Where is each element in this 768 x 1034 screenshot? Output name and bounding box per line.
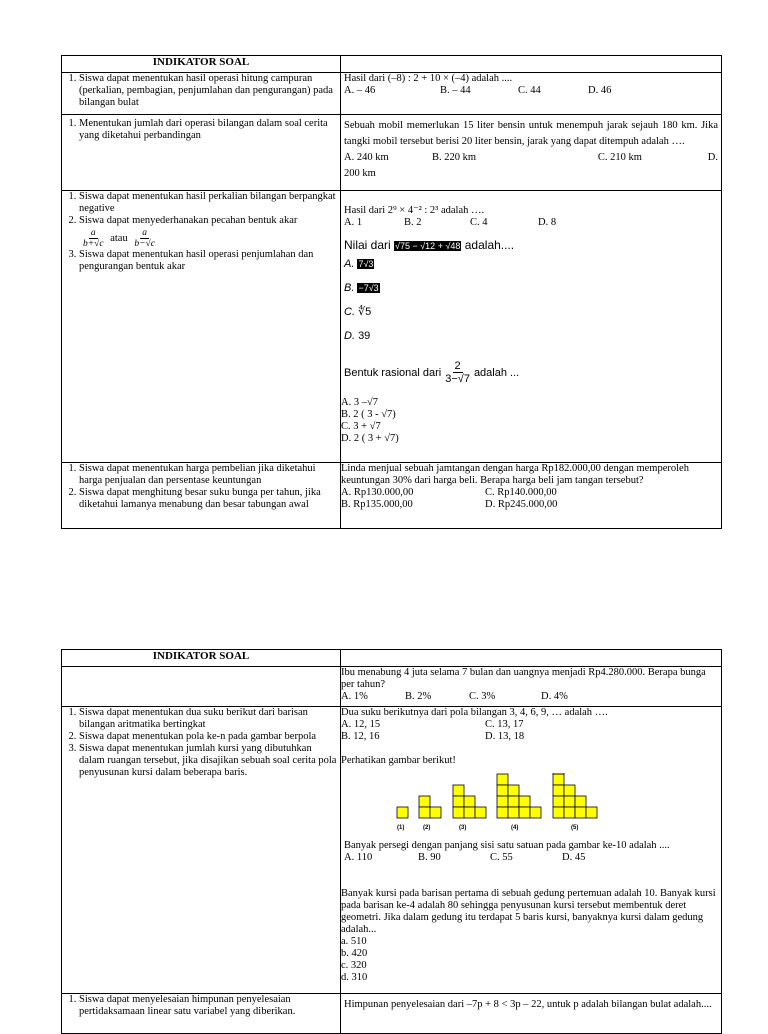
option-value: 39 <box>358 330 371 342</box>
question-prefix: Nilai dari <box>344 238 391 252</box>
option-b: B. 2% <box>405 691 432 702</box>
question-text <box>344 360 718 385</box>
option-c: C. 13, 17 <box>485 719 524 730</box>
option-b: B. 220 km <box>431 152 476 163</box>
figure-square <box>575 796 586 807</box>
figure-square <box>475 807 486 818</box>
question-text: Sebuah mobil memerlukan 15 liter bensin untuk menempuh jarak sejauh 180 km. Jika tangki mobil tersebut berisi 20 liter bensin, jarak yang dapat ditempuh adalah …. <box>344 120 718 147</box>
answer-options <box>341 397 718 445</box>
figure-square <box>453 785 464 796</box>
answer-options <box>341 719 718 731</box>
option-c: C. 3% <box>469 691 496 702</box>
option-b: B. 2 <box>404 217 422 228</box>
option-b: B. – 44 <box>440 85 471 96</box>
option-label: D. <box>344 330 355 342</box>
figure-label: (2) <box>423 825 431 831</box>
option-b: b. 420 <box>341 948 368 959</box>
option-a: A. 240 km <box>344 152 389 163</box>
option-a: A. 110 <box>344 852 373 863</box>
option-d: D. <box>707 152 719 163</box>
question-text: Himpunan penyelesaian dari –7p + 8 < 3p – 22, untuk p adalah bilangan bulat adalah.... <box>344 999 712 1010</box>
question-text <box>344 237 718 254</box>
option-c: C. 3 + √7 <box>341 421 381 432</box>
figure-square <box>519 807 530 818</box>
question-text: Ibu menabung 4 juta selama 7 bulan dan uangnya menjadi Rp4.280.000. Berapa bunga per tahun? <box>341 667 706 690</box>
answer-options <box>344 258 718 354</box>
figure-square <box>497 774 508 785</box>
option-a: A. 1% <box>341 691 368 702</box>
table-row <box>62 667 722 707</box>
indicator-item: 1. Siswa dapat menentukan hasil perkalian bilangan berpangkat negative <box>79 191 337 215</box>
figure-label: (3) <box>459 825 467 831</box>
figure-square <box>553 774 564 785</box>
question-suffix: adalah.... <box>464 238 515 252</box>
figure-square <box>564 785 575 796</box>
figure-square <box>497 785 508 796</box>
option-b: B. Rp135.000,00 <box>341 499 413 510</box>
figure-square <box>553 773 564 774</box>
option-c: C. 44 <box>518 85 541 96</box>
figure-label: (4) <box>511 825 519 831</box>
option-label: A. <box>344 258 355 270</box>
math-expression: √75 − √12 + √48 <box>395 241 461 251</box>
indicator-item: 1. Siswa dapat menyelesaian himpunan penyelesaian pertidaksamaan linear satu variabel yang diberikan. <box>79 994 337 1018</box>
option-a: A. 1 <box>344 217 363 228</box>
indicator-item: 2. Siswa dapat menentukan pola ke-n pada gambar berpola <box>79 731 337 743</box>
figure-square <box>508 796 519 807</box>
option-d: D. 45 <box>562 852 586 863</box>
question-text: Banyak persegi dengan panjang sisi satu satuan pada gambar ke-10 adalah .... <box>344 840 670 851</box>
figure-square <box>497 796 508 807</box>
indicator-text: Siswa dapat menyederhanakan pecahan bentuk akar <box>79 215 298 226</box>
option-d: D. 46 <box>588 85 612 96</box>
question-text: Dua suku berikutnya dari pola bilangan 3, 4, 6, 9, … adalah …. <box>341 707 608 718</box>
pattern-figure <box>393 773 723 835</box>
indicator-table-1 <box>61 55 722 529</box>
figure-square <box>453 796 464 807</box>
figure-square <box>553 796 564 807</box>
option-label: B. <box>344 282 355 294</box>
option-a: A. 3 –√7 <box>341 397 378 408</box>
figure-square <box>430 807 441 818</box>
question-text: Hasil dari 2⁹ × 4⁻² : 2³ adalah …. <box>344 205 485 216</box>
table-header-indikator: INDIKATOR SOAL <box>62 56 341 73</box>
question-text: Hasil dari (–8) : 2 + 10 × (–4) adalah .... <box>344 73 513 84</box>
option-d: D. 2 ( 3 + √7) <box>341 433 399 444</box>
option-d: d. 310 <box>341 972 368 983</box>
indicator-item: 1. Siswa dapat menentukan harga pembelian jika diketahui harga penjualan dan persentase keuntungan <box>79 463 337 487</box>
figure-square <box>453 807 464 818</box>
indicator-item: 1. Menentukan jumlah dari operasi bilangan dalam soal cerita yang diketahui perbandingan <box>79 118 337 142</box>
indicator-item: 2. Siswa dapat menghitung besar suku bunga per tahun, jika diketahui lamanya menabung dan besar tabungan awal <box>79 487 337 511</box>
rational-fraction: $\frac{2}{3-√7}$ <box>445 360 470 385</box>
option-d-value: 200 km <box>344 168 376 179</box>
figure-square <box>586 807 597 818</box>
option-label: C. <box>344 306 355 318</box>
answer-options <box>341 731 718 743</box>
table-header-empty <box>341 56 722 73</box>
figure-square <box>397 807 408 818</box>
figure-square <box>419 807 430 818</box>
answer-options <box>341 852 718 864</box>
option-b: B. 90 <box>418 852 441 863</box>
figure-square <box>564 807 575 818</box>
option-c: C. Rp140.000,00 <box>485 487 557 498</box>
table-header-indikator: INDIKATOR SOAL <box>62 650 341 667</box>
figure-square <box>519 796 530 807</box>
table-row <box>62 115 722 191</box>
figure-square <box>508 785 519 796</box>
option-b: B. 12, 16 <box>341 731 380 742</box>
indicator-table-2 <box>61 649 722 1034</box>
table-row <box>62 191 722 463</box>
indicator-item: 3. Siswa dapat menentukan jumlah kursi yang dibutuhkan dalam ruangan tersebut, jika disajikan sebuah soal cerita pola penyusunan kursi dalam beberapa baris. <box>79 743 337 779</box>
option-b: B. 2 ( 3 - √7) <box>341 409 396 420</box>
table-row <box>62 463 722 529</box>
answer-options <box>341 936 718 984</box>
answer-options <box>344 85 718 97</box>
figure-label: (1) <box>397 825 405 831</box>
figure-square <box>464 807 475 818</box>
question-text: Banyak kursi pada barisan pertama di sebuah gedung pertemuan adalah 10. Banyak kursi pada barisan ke-4 adalah 80 sehingga penyusunan kursi tersebut membentuk deret geometri. Jika dalam gedung itu terdapat 5 baris kursi, banyaknya kursi dalam gedung adalah... <box>341 888 716 935</box>
fraction-plus: $\frac{a}{b+√c}$ <box>83 228 104 249</box>
option-value: 7√3 <box>358 259 374 269</box>
option-d: D. 8 <box>538 217 557 228</box>
option-value: −7√3 <box>358 283 379 293</box>
indicator-item: 1. Siswa dapat menentukan hasil operasi hitung campuran (perkalian, pembagian, penjumlahan dan pengurangan) pada bilangan bulat <box>79 73 337 109</box>
option-c: C. 4 <box>470 217 488 228</box>
figure-square <box>464 796 475 807</box>
fraction-forms <box>79 228 337 249</box>
option-value: ∜5 <box>358 306 372 318</box>
table-header-empty <box>341 650 722 667</box>
fraction-minus: $\frac{a}{b-√c}$ <box>134 228 155 249</box>
option-c: c. 320 <box>341 960 367 971</box>
answer-options <box>344 150 718 166</box>
atau-text: atau <box>110 232 128 244</box>
table-row <box>62 73 722 115</box>
figure-square <box>497 807 508 818</box>
option-a: A. 12, 15 <box>341 719 381 730</box>
indicator-item: 3. Siswa dapat menentukan hasil operasi penjumlahan dan pengurangan bentuk akar <box>79 249 337 273</box>
option-a: a. 510 <box>341 936 367 947</box>
question-suffix: adalah ... <box>473 366 520 379</box>
option-c: C. 210 km <box>597 152 642 163</box>
question-text: Linda menjual sebuah jamtangan dengan harga Rp182.000,00 dengan memperoleh keuntungan 30% dari harga beli. Berapa harga beli jam tangan tersebut? <box>341 463 689 486</box>
option-d: D. 13, 18 <box>485 731 525 742</box>
answer-options <box>341 499 718 511</box>
figure-square <box>530 807 541 818</box>
option-d: D. 4% <box>541 691 568 702</box>
figure-label: (5) <box>571 825 579 831</box>
indicator-item <box>79 215 337 249</box>
figure-square <box>575 807 586 818</box>
indicator-item: 1. Siswa dapat menentukan dua suku berikut dari barisan bilangan aritmatika bertingkat <box>79 707 337 731</box>
table-row <box>62 707 722 994</box>
figure-square <box>419 796 430 807</box>
table-row <box>62 994 722 1034</box>
option-d: D. Rp245.000,00 <box>485 499 558 510</box>
question-prefix: Bentuk rasional dari <box>344 366 442 379</box>
option-a: A. Rp130.000,00 <box>341 487 414 498</box>
option-a: A. – 46 <box>344 85 376 96</box>
figure-square <box>553 785 564 796</box>
question-text: Perhatikan gambar berikut! <box>341 755 456 766</box>
figure-square <box>564 796 575 807</box>
answer-options <box>341 487 718 499</box>
answer-options <box>341 691 718 703</box>
answer-options <box>344 217 718 229</box>
figure-square <box>553 807 564 818</box>
option-c: C. 55 <box>490 852 513 863</box>
figure-square <box>508 807 519 818</box>
